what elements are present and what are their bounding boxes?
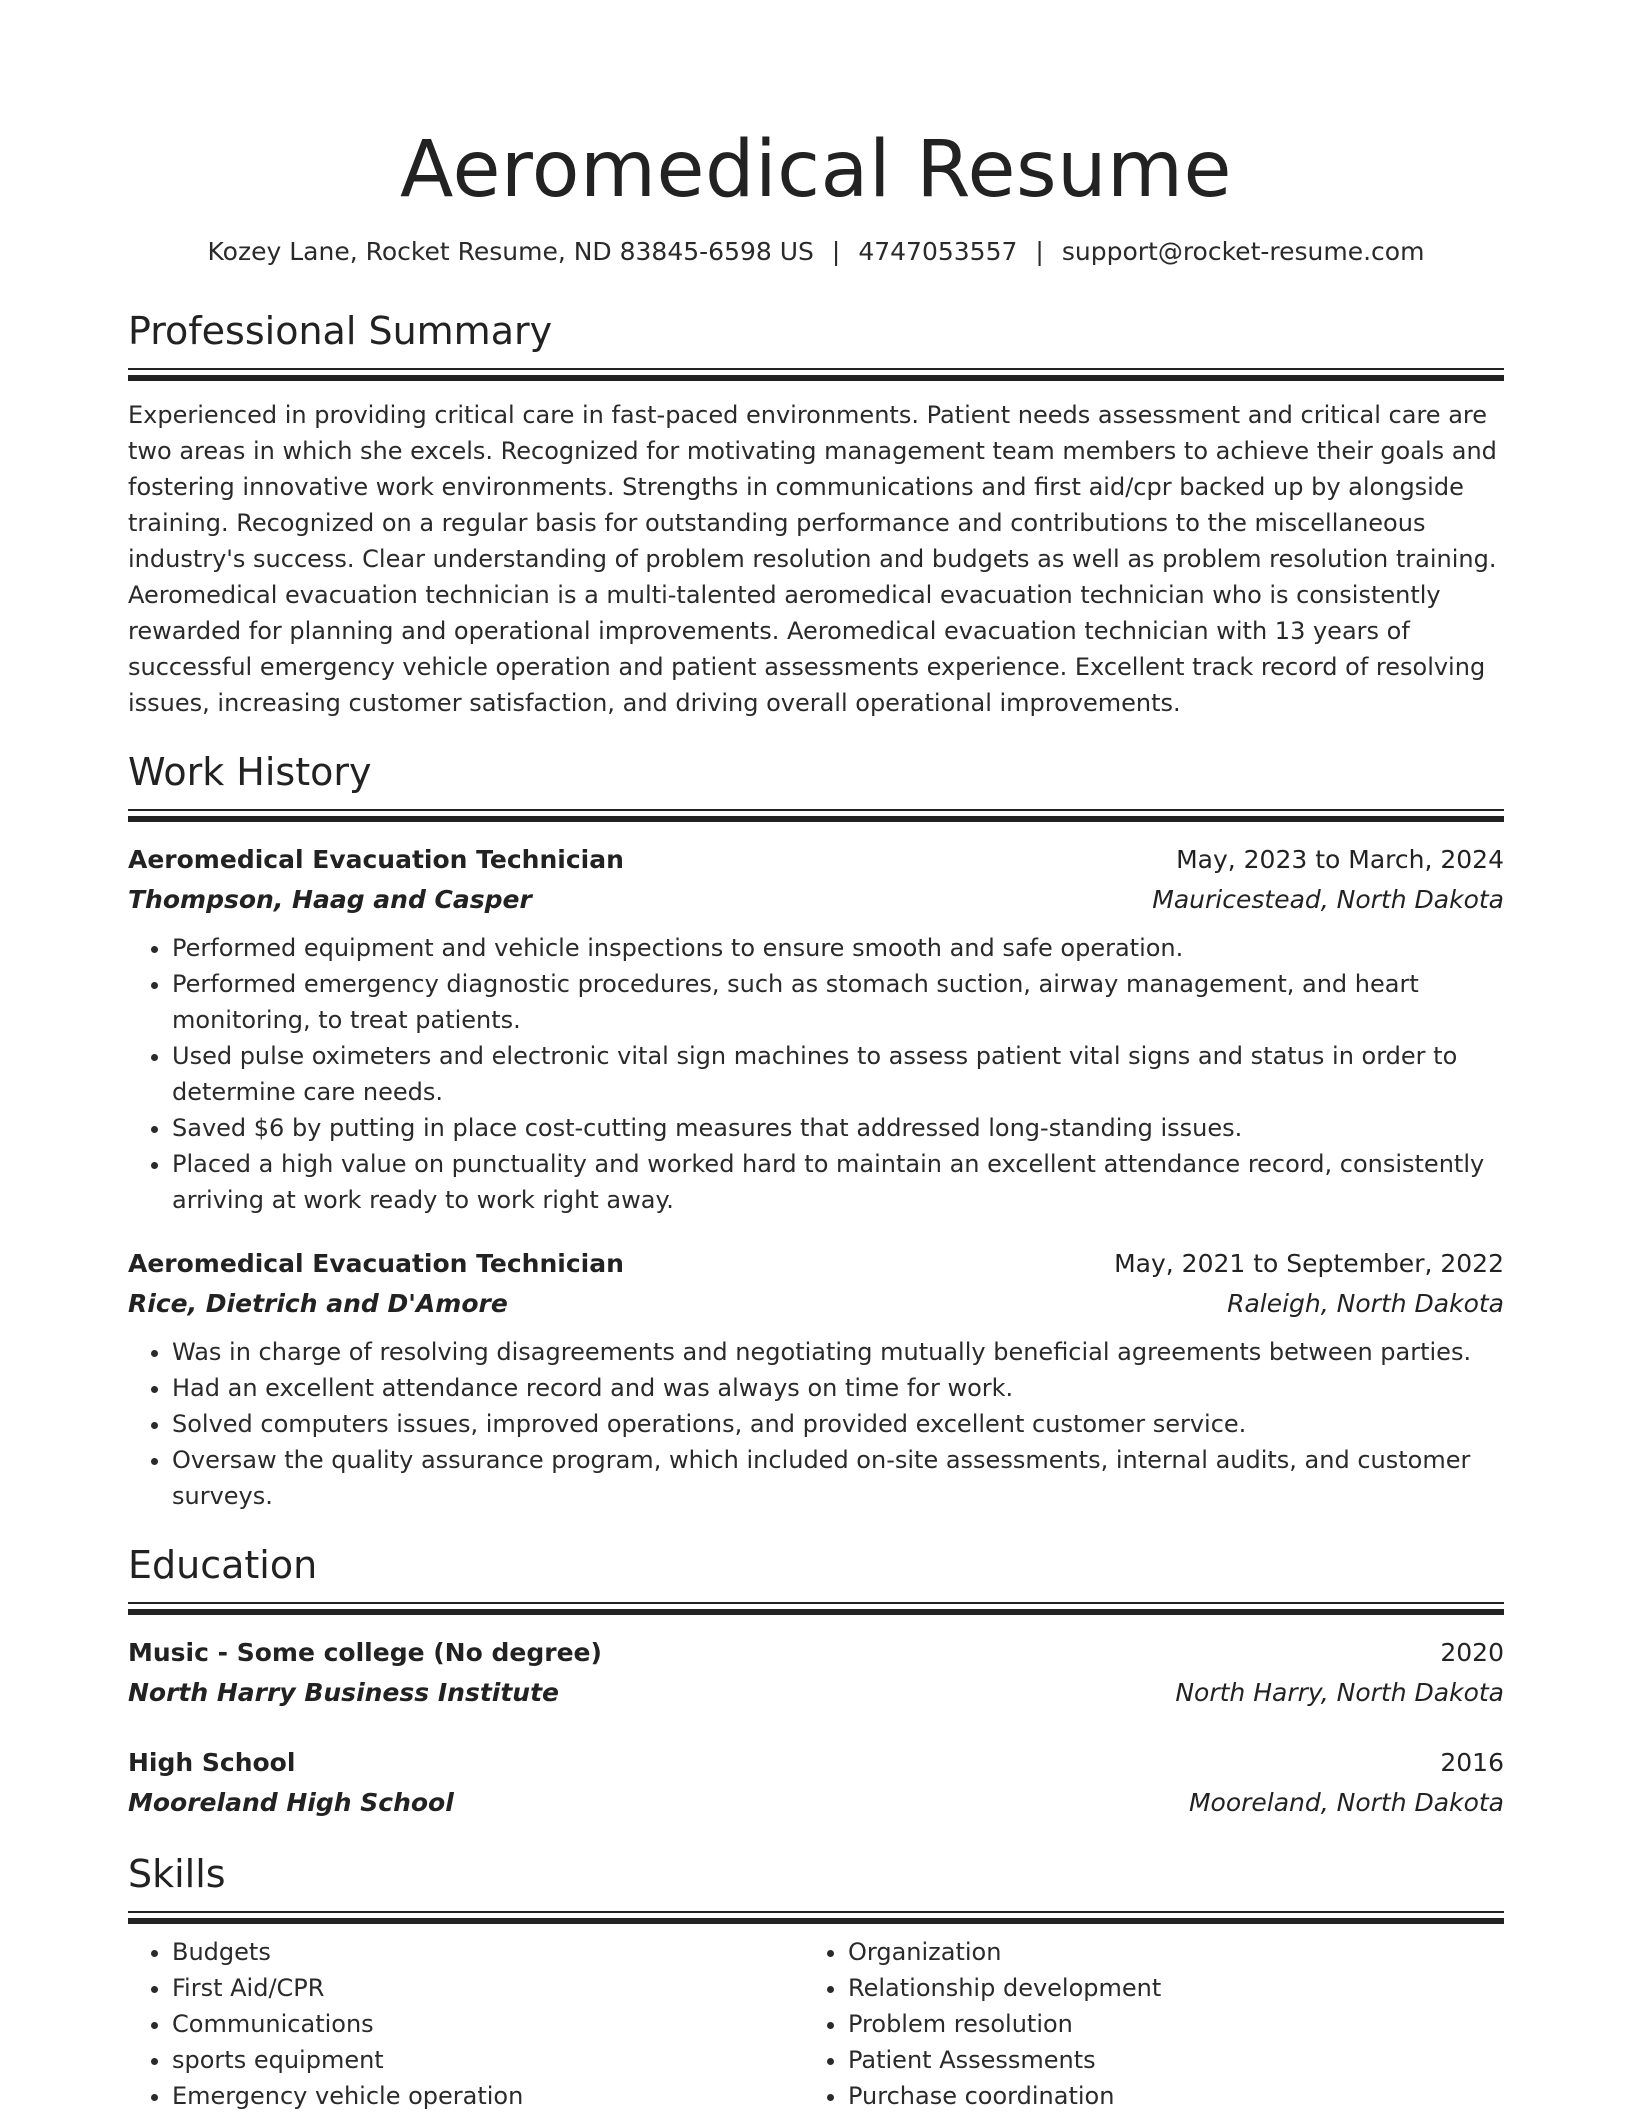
job-duty: • Had an excellent attendance record and was always on time for work.: [172, 1370, 1504, 1406]
skills-left-column: [128, 1934, 804, 2114]
job-dates: May, 2023 to March, 2024: [1176, 845, 1504, 874]
section-divider: [128, 1609, 1504, 1615]
skill-item: • Budgets: [172, 1934, 804, 1970]
skill-item: • Patient Assessments: [848, 2042, 1480, 2078]
skills-columns: [128, 1934, 1504, 2114]
work-heading: Work History: [128, 750, 372, 794]
job-duty: • Used pulse oximeters and electronic vital sign machines to assess patient vital signs and status in order to determine care needs.: [172, 1038, 1504, 1110]
job-duties: [128, 930, 1504, 1218]
job-company: Rice, Dietrich and D'Amore: [128, 1289, 508, 1318]
skill-item: • Purchase coordination: [848, 2078, 1480, 2114]
education-degree: Music - Some college (No degree): [128, 1638, 602, 1667]
section-divider: [128, 1911, 1504, 1913]
contact-separator: |: [831, 237, 841, 266]
education-year: 2016: [1440, 1748, 1504, 1777]
education-heading: Education: [128, 1543, 318, 1587]
skills-right-column: [804, 1934, 1480, 2114]
skill-item: • Relationship development: [848, 1970, 1480, 2006]
summary-section: [128, 306, 1504, 721]
job-dates: May, 2021 to September, 2022: [1114, 1249, 1504, 1278]
contact-phone: 4747053557: [858, 237, 1018, 266]
skills-heading: Skills: [128, 1852, 226, 1896]
job-duty: • Oversaw the quality assurance program, which included on-site assessments, internal audits, and customer surveys.: [172, 1442, 1504, 1514]
skills-section: [128, 1849, 1504, 2114]
section-divider: [128, 809, 1504, 811]
job-entry: [128, 840, 1504, 1218]
education-degree: High School: [128, 1748, 296, 1777]
skill-item: • sports equipment: [172, 2042, 804, 2078]
job-title: Aeromedical Evacuation Technician: [128, 845, 624, 874]
education-section: [128, 1540, 1504, 1823]
resume-title: Aeromedical Resume: [399, 125, 1233, 215]
education-location: North Harry, North Dakota: [1175, 1678, 1504, 1707]
work-section: [128, 747, 1504, 1514]
skill-item: • First Aid/CPR: [172, 1970, 804, 2006]
section-divider: [128, 816, 1504, 822]
summary-text: Experienced in providing critical care in fast-paced environments. Patient needs assessment and critical care are two areas in which she excels. Recognized for motivating management team members to achieve their goals and fostering innovative work environments. Strengths in communications and first aid/cpr backed up by alongside training. Recognized on a regular basis for outstanding performance and contributions to the miscellaneous industry's success. Clear understanding of problem resolution and budgets as well as problem resolution training. Aeromedical evacuation technician is a multi-talented aeromedical evacuation technician who is consistently rewarded for planning and operational improvements. Aeromedical evacuation technician with 13 years of successful emergency vehicle operation and patient assessments experience. Excellent track record of resolving issues, increasing customer satisfaction, and driving overall operational improvements.: [128, 401, 1497, 717]
resume-page: [128, 0, 1504, 2114]
job-duty: • Saved $6 by putting in place cost-cutting measures that addressed long-standing issues.: [172, 1110, 1504, 1146]
contact-email: support@rocket-resume.com: [1061, 237, 1425, 266]
skill-item: • Problem resolution: [848, 2006, 1480, 2042]
education-entry: [128, 1743, 1504, 1823]
education-school: North Harry Business Institute: [128, 1678, 560, 1707]
education-entry: [128, 1633, 1504, 1713]
job-duty: • Placed a high value on punctuality and worked hard to maintain an excellent attendance record, consistently arriving at work ready to work right away.: [172, 1146, 1504, 1218]
education-location: Mooreland, North Dakota: [1188, 1788, 1504, 1817]
skill-item: • Communications: [172, 2006, 804, 2042]
contact-address: Kozey Lane, Rocket Resume, ND 83845-6598 US: [207, 237, 814, 266]
job-company: Thompson, Haag and Casper: [128, 885, 532, 914]
job-duty: • Performed equipment and vehicle inspections to ensure smooth and safe operation.: [172, 930, 1504, 966]
job-entry: [128, 1244, 1504, 1514]
job-duty: • Solved computers issues, improved operations, and provided excellent customer service.: [172, 1406, 1504, 1442]
job-duty: • Was in charge of resolving disagreements and negotiating mutually beneficial agreements between parties.: [172, 1334, 1504, 1370]
contact-line: [128, 234, 1504, 270]
contact-separator: |: [1035, 237, 1044, 266]
job-duty: • Performed emergency diagnostic procedures, such as stomach suction, airway management, and heart monitoring, to treat patients.: [172, 966, 1504, 1038]
education-year: 2020: [1440, 1638, 1504, 1667]
job-location: Mauricestead, North Dakota: [1152, 885, 1504, 914]
skill-item: • Emergency vehicle operation: [172, 2078, 804, 2114]
education-school: Mooreland High School: [128, 1788, 454, 1817]
job-duties: [128, 1334, 1504, 1514]
section-divider: [128, 1918, 1504, 1924]
skill-item: • Organization: [848, 1934, 1480, 1970]
job-location: Raleigh, North Dakota: [1227, 1289, 1504, 1318]
section-divider: [128, 368, 1504, 370]
section-divider: [128, 1602, 1504, 1604]
section-divider: [128, 375, 1504, 381]
job-title: Aeromedical Evacuation Technician: [128, 1249, 624, 1278]
summary-heading: Professional Summary: [128, 309, 553, 353]
